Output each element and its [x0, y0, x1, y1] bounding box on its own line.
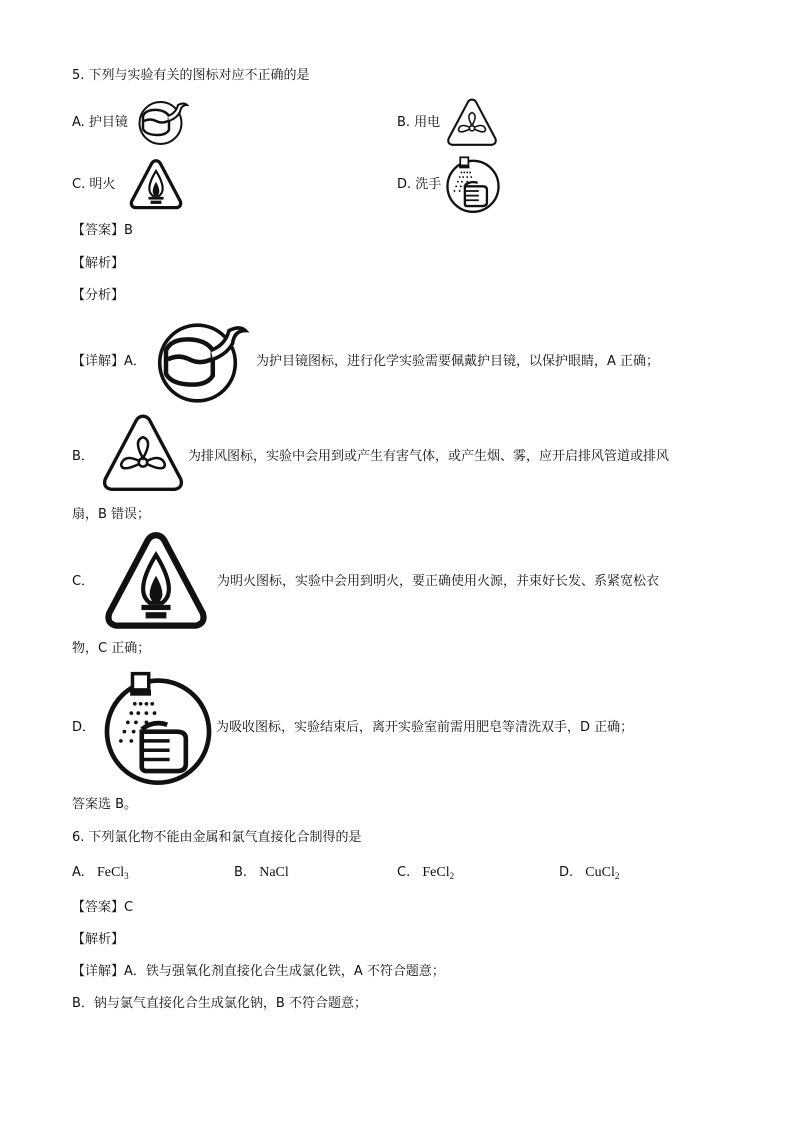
handwash-icon [444, 155, 502, 213]
detail-c-continued: 物，C 正确； [72, 641, 151, 656]
q6-option-b-label: B. [234, 865, 248, 880]
q6-option-d-label: D. [559, 865, 574, 880]
q6-option-a [72, 864, 129, 885]
detail-b-prefix: B． [72, 449, 94, 464]
q6-analysis-heading: 【解析】 [72, 932, 125, 947]
q6-option-c-formula: FeCl$_2$ [422, 865, 455, 881]
question-5-stem: 5. 下列与实验有关的图标对应不正确的是 [72, 68, 310, 83]
answer-line: 【答案】B [72, 223, 133, 238]
conclusion: 答案选 B。 [72, 797, 138, 812]
analysis-heading: 【解析】 [72, 256, 125, 271]
option-c-label: C. 明火 [72, 177, 116, 192]
q6-option-b [234, 864, 289, 882]
handwash-icon [100, 668, 216, 786]
option-a-label: A. 护目镜 [72, 115, 128, 130]
fan-icon [442, 97, 502, 149]
flame-icon [128, 158, 184, 212]
detail-d-text: 为吸收图标，实验结束后，离开实验室前需用肥皂等清洗双手，D 正确； [216, 720, 634, 735]
q6-option-a-formula: FeCl$_3$ [96, 865, 129, 881]
detail-d-prefix: D． [72, 720, 96, 735]
q6-option-a-label: A. [72, 865, 85, 880]
detail-c-text: 为明火图标，实验中会用到明火，要正确使用火源，并束好长发、系紧宽松衣 [217, 574, 660, 589]
q6-answer: 【答案】C [72, 900, 134, 915]
flame-icon [94, 530, 218, 634]
q6-detail-a: 【详解】A．铁与强氧化剂直接化合生成氯化铁，A 不符合题意； [72, 964, 445, 979]
goggles-icon [134, 98, 192, 148]
analysis-subheading: 【分析】 [72, 288, 125, 303]
q6-option-c-label: C. [397, 865, 411, 880]
detail-b-continued: 扇，B 错误； [72, 507, 151, 522]
detail-b-text: 为排风图标，实验中会用到或产生有害气体，或产生烟、雾，应开启排风管道或排风 [188, 449, 670, 464]
detail-a-prefix: 【详解】A． [72, 354, 146, 369]
option-b-label: B. 用电 [397, 115, 441, 130]
q6-option-d [559, 864, 619, 885]
option-d-label: D. 洗手 [397, 177, 442, 192]
q6-option-c [397, 864, 454, 885]
goggles-icon [150, 318, 254, 408]
question-6-stem: 6. 下列氯化物不能由金属和氯气直接化合制得的是 [72, 830, 362, 845]
detail-a-text: 为护目镜图标，进行化学实验需要佩戴护目镜，以保护眼睛，A 正确； [256, 354, 660, 369]
q6-option-d-formula: CuCl$_2$ [585, 865, 620, 881]
fan-icon [98, 412, 188, 496]
q6-option-b-formula: NaCl [259, 865, 289, 880]
q6-detail-b: B．钠与氯气直接化合生成氯化钠，B 不符合题意； [72, 996, 367, 1011]
detail-c-prefix: C． [72, 574, 95, 589]
